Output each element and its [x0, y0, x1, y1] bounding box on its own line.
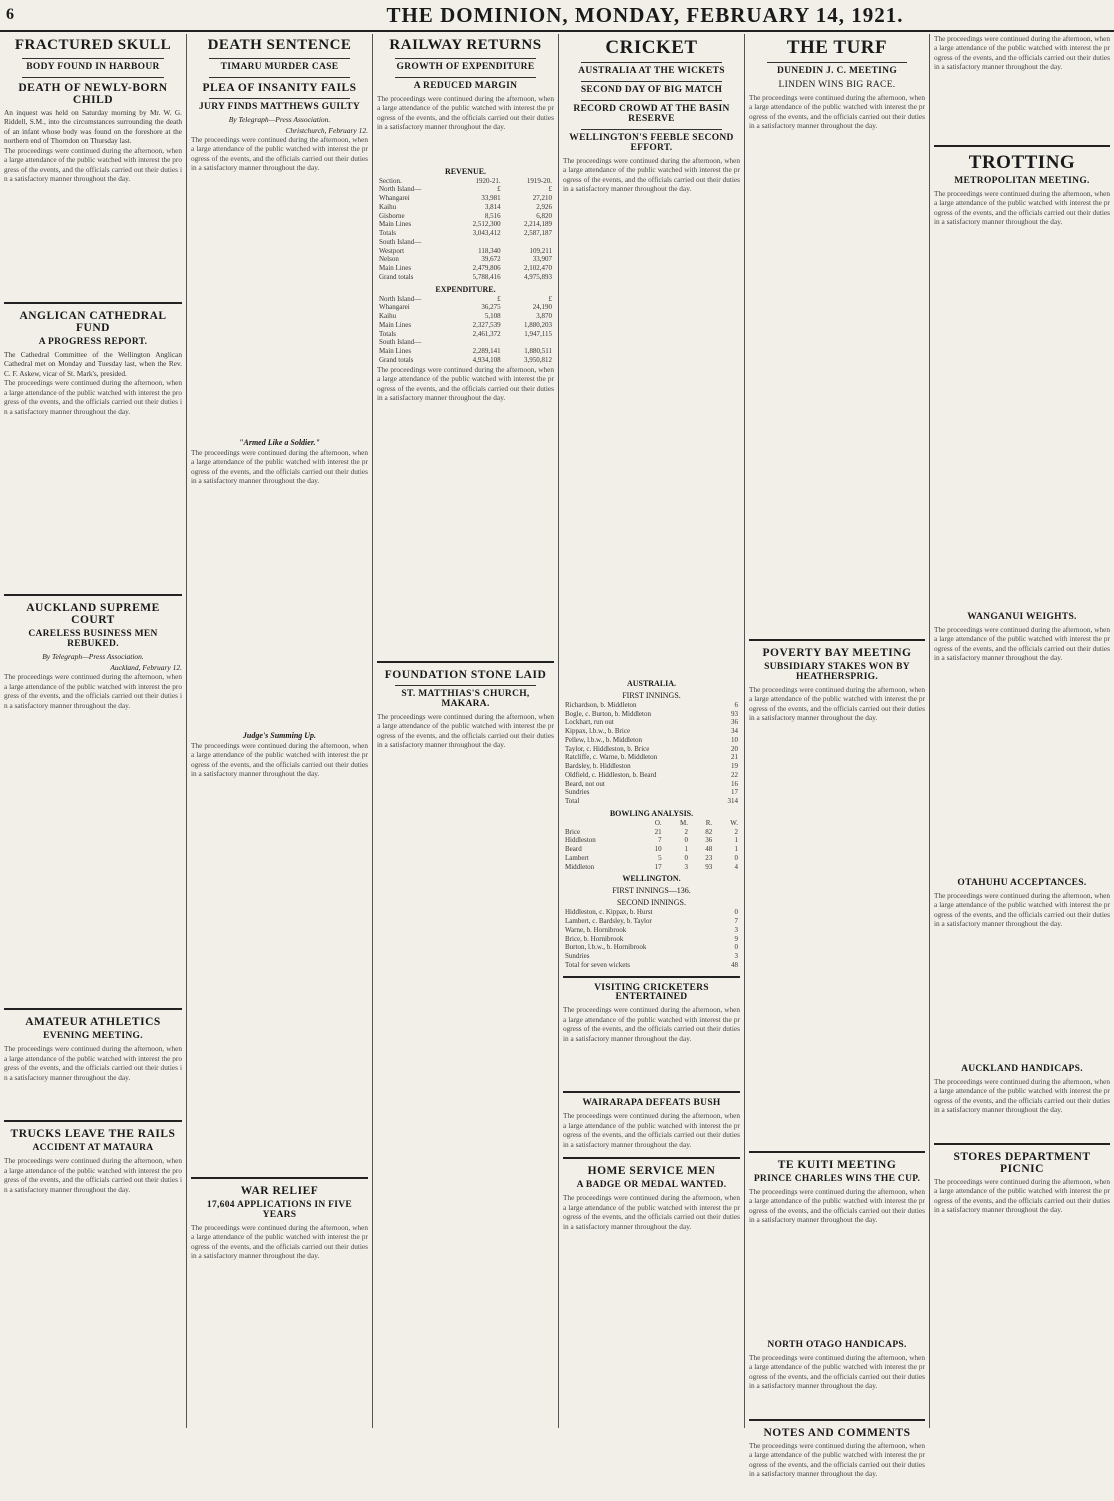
article-subhead: AUSTRALIA AT THE WICKETS — [578, 65, 725, 76]
article-body-continued: The proceedings were continued during the afternoon, when a large attendance of the public watched with interest the progress of the events, and the officials carried out their duties in a satisfactory manner throughout the day. — [563, 1193, 740, 1231]
table-cell: 36 — [705, 836, 713, 845]
article-subhead: RECORD CROWD AT THE BASIN RESERVE — [573, 103, 730, 124]
table-cell: Kaihu — [379, 202, 397, 211]
dateline: Auckland, February 12. — [110, 663, 182, 673]
table-cell: 2,461,372 — [472, 329, 501, 338]
article-headline: WAIRARAPA DEFEATS BUSH — [582, 1098, 721, 1109]
table-cell: Section. — [379, 176, 402, 185]
article-body-continued: The proceedings were continued during the afternoon, when a large attendance of the public watched with interest the progress of the events, and the officials carried out their duties in a satisfactory manner throughout the day. — [191, 134, 368, 173]
table-cell: Total — [565, 797, 580, 805]
table-cell: Brice, b. Hornibrook — [565, 934, 624, 943]
table-cell: 19 — [731, 762, 738, 770]
table-cell: Lockhart, run out — [565, 718, 614, 727]
article-subhead: 17,604 APPLICATIONS IN FIVE YEARS — [206, 1199, 353, 1220]
article-subhead: JURY FINDS MATTHEWS GUILTY — [199, 101, 360, 112]
article-headline: TROTTING — [968, 152, 1076, 173]
article-headline: AMATEUR ATHLETICS — [25, 1016, 161, 1029]
page-number: 6 — [6, 6, 14, 23]
table-cell: 36,275 — [481, 303, 501, 312]
article-body-continued: The proceedings were continued during the afternoon, when a large attendance of the public watched with interest the progress of the events, and the officials carried out their duties in a satisfactory manner throughout the day. — [934, 1176, 1110, 1215]
article-body-continued: The proceedings were continued during the afternoon, when a large attendance of the public watched with interest the progress of the events, and the officials carried out their duties in a satisfactory manner throughout the day. — [934, 890, 1110, 929]
table-cell: O. — [654, 818, 662, 827]
table-row — [563, 736, 740, 745]
table-cell — [451, 338, 502, 347]
table-cell: 118,340 — [478, 246, 501, 255]
article-headline: OTAHUHU ACCEPTANCES. — [957, 877, 1087, 888]
newspaper-title: THE DOMINION, MONDAY, FEBRUARY 14, 1921. — [386, 3, 904, 27]
article-body-continued: The proceedings were continued during the afternoon, when a large attendance of the public watched with interest the progress of the events, and the officials carried out their duties in a satisfactory manner throughout the day. — [191, 447, 368, 486]
table-cell: 1920-21. — [475, 176, 501, 185]
article-subhead: SUBSIDIARY STAKES WON BY HEATHERSPRIG. — [764, 661, 910, 682]
byline: By Telegraph—Press Association. — [228, 114, 331, 124]
table-cell: 2,926 — [536, 202, 552, 211]
table-cell: Main Lines — [379, 264, 412, 273]
article-headline: NOTES AND COMMENTS — [763, 1426, 911, 1439]
table-cell: 3 — [734, 952, 738, 960]
table-cell: 24,190 — [532, 303, 552, 312]
table-cell: Middleton — [565, 862, 595, 871]
table-cell: Bogle, c. Burton, b. Middleton — [565, 709, 651, 718]
table-cell: Lambert — [565, 853, 589, 862]
table-cell: 48 — [731, 960, 738, 969]
table-row — [563, 780, 740, 789]
article-headline: NORTH OTAGO HANDICAPS. — [767, 1339, 907, 1350]
table-cell: 1 — [734, 845, 738, 853]
table-cell: 8,516 — [484, 211, 501, 220]
table-cell: 7 — [658, 836, 662, 845]
article-body-continued: The proceedings were continued during the afternoon, when a large attendance of the public watched with interest the progress of the events, and the officials carried out their duties in a satisfactory manner throughout the day. — [563, 1111, 740, 1149]
article-headline: AUCKLAND SUPREME COURT — [26, 602, 160, 627]
article-body-continued: The proceedings were continued during the afternoon, when a large attendance of the public watched with interest the progress of the events, and the officials carried out their duties in a satisfactory manner throughout the day. — [377, 93, 554, 132]
article-subhead: ACCIDENT AT MATAURA — [32, 1143, 154, 1154]
article-body-continued: The proceedings were continued during the afternoon, when a large attendance of the public watched with interest the progress of the events, and the officials carried out their duties in a satisfactory manner throughout the day. — [934, 34, 1110, 72]
table-cell: £ — [497, 294, 501, 303]
table-cell: 6,820 — [536, 211, 552, 220]
table-cell: 82 — [705, 827, 713, 836]
article-subhead: DEATH OF NEWLY-BORN CHILD — [18, 81, 168, 106]
table-heading: SECOND INNINGS. — [617, 898, 686, 908]
table-heading: REVENUE. — [444, 166, 487, 176]
table-cell: 0 — [734, 943, 738, 952]
table-cell: 23 — [705, 853, 713, 862]
article-body-continued: The proceedings were continued during the afternoon, when a large attendance of the public watched with interest the progress of the events, and the officials carried out their duties in a satisfactory manner throughout the day. — [377, 711, 554, 750]
table-cell: Beard, not out — [565, 779, 605, 788]
table-cell: 2 — [734, 827, 738, 836]
table-row — [377, 212, 554, 221]
article-subhead: A BADGE OR MEDAL WANTED. — [576, 1180, 727, 1191]
table-cell: 9 — [734, 934, 738, 943]
article-body-continued: The proceedings were continued during the afternoon, when a large attendance of the public watched with interest the progress of the events, and the officials carried out their duties in a satisfactory manner throughout the day. — [4, 672, 182, 710]
table-heading: FIRST INNINGS. — [622, 690, 681, 700]
table-cell: Grand totals — [379, 272, 414, 281]
table-row — [563, 863, 740, 872]
table-heading: BOWLING ANALYSIS. — [609, 808, 694, 818]
table-cell: Kippax, l.b.w., b. Brice — [565, 727, 631, 735]
article-body-continued: The proceedings were continued during the afternoon, when a large attendance of the public watched with interest the progress of the events, and the officials carried out their duties in a satisfactory manner throughout the day. — [191, 1222, 368, 1261]
table-cell: North Island— — [379, 185, 422, 194]
table-row — [377, 347, 554, 356]
table-row — [563, 836, 740, 845]
article-body-continued: The proceedings were continued during the afternoon, when a large attendance of the public watched with interest the progress of the events, and the officials carried out their duties in a satisfactory manner throughout the day. — [191, 740, 368, 779]
table-row — [563, 762, 740, 771]
table-row — [377, 229, 554, 238]
table-row — [377, 203, 554, 212]
table-cell: 3,814 — [484, 202, 501, 211]
table-cell: 36 — [731, 718, 738, 727]
article-body-continued: The proceedings were continued during the afternoon, when a large attendance of the public watched with interest the progress of the events, and the officials carried out their duties in a satisfactory manner throughout the day. — [4, 1156, 182, 1194]
article-headline: AUCKLAND HANDICAPS. — [961, 1063, 1083, 1074]
table-cell: 1,880,203 — [524, 320, 552, 329]
table-row — [563, 943, 740, 952]
table-cell: Burton, l.b.w., b. Hornibrook — [565, 943, 647, 952]
table-cell: Warne, b. Hornibrook — [565, 925, 627, 934]
table-cell: Whangarei — [379, 194, 410, 203]
table-cell: 3,043,412 — [472, 229, 501, 238]
table-cell: 33,907 — [532, 255, 552, 264]
article-subhead: TIMARU MURDER CASE — [220, 61, 339, 72]
table-cell: 4 — [734, 862, 738, 871]
article-subhead: LINDEN WINS BIG RACE. — [778, 79, 896, 90]
table-cell: £ — [548, 294, 552, 303]
table-cell: Hiddleston, c. Kippax, b. Hurst — [565, 908, 653, 917]
table-cell: Bardsley, b. Hiddleston — [565, 762, 631, 770]
article-headline: HOME SERVICE MEN — [587, 1165, 716, 1178]
table-row — [377, 264, 554, 273]
article-subhead: SECOND DAY OF BIG MATCH — [580, 84, 723, 95]
table-cell: 0 — [734, 853, 738, 862]
table-cell: 1 — [734, 836, 738, 845]
article-headline: THE TURF — [786, 37, 888, 58]
table-cell: £ — [497, 185, 501, 194]
article-headline: TRUCKS LEAVE THE RAILS — [10, 1128, 176, 1141]
article-headline: WANGANUI WEIGHTS. — [967, 611, 1077, 622]
scorecard-australia — [563, 701, 740, 806]
table-row — [563, 771, 740, 780]
table-cell: Sundries — [565, 788, 590, 797]
table-row — [377, 321, 554, 330]
table-cell: 21 — [731, 753, 738, 762]
table-row — [377, 238, 554, 247]
table-cell: £ — [548, 185, 552, 194]
article-headline: FOUNDATION STONE LAID — [384, 668, 547, 681]
table-cell: Totals — [379, 329, 397, 338]
table-cell: 0 — [684, 853, 688, 862]
table-row — [563, 961, 740, 970]
table-cell: 2,289,141 — [472, 347, 501, 356]
article-body-continued: The proceedings were continued during the afternoon, when a large attendance of the public watched with interest the progress of the events, and the officials carried out their duties in a satisfactory manner throughout the day. — [4, 145, 182, 184]
table-cell: South Island— — [379, 237, 422, 246]
table-cell: Westport — [379, 246, 405, 255]
article-body-continued: The proceedings were continued during the afternoon, when a large attendance of the public watched with interest the progress of the events, and the officials carried out their duties in a satisfactory manner throughout the day. — [4, 1044, 182, 1082]
article-headline: STORES DEPARTMENT PICNIC — [953, 1150, 1091, 1175]
table-cell: 1,880,511 — [524, 347, 552, 356]
table-cell: Main Lines — [379, 220, 412, 229]
table-cell: M. — [680, 818, 688, 827]
table-cell: 6 — [734, 700, 738, 709]
article-body: The Cathedral Committee of the Wellington Anglican Cathedral met on Monday and Tuesday last, when the Rev. C. F. Askew, vicar of St. Mark's, presided. — [4, 349, 182, 378]
masthead — [0, 0, 1114, 32]
table-cell: 10 — [654, 845, 662, 853]
table-cell: Brice — [565, 827, 581, 836]
table-cell: Grand totals — [379, 355, 414, 364]
table-cell: 33,981 — [481, 194, 501, 203]
table-cell: North Island— — [379, 294, 422, 303]
article-subhead: CARELESS BUSINESS MEN REBUKED. — [28, 629, 158, 650]
table-cell: 0 — [684, 836, 688, 845]
article-headline: WAR RELIEF — [240, 1184, 319, 1197]
table-row — [563, 788, 740, 797]
table-row — [377, 194, 554, 203]
table-cell: Gisborne — [379, 211, 405, 220]
table-row — [563, 908, 740, 917]
table-cell: Nelson — [379, 255, 399, 264]
table-cell: Ratcliffe, c. Warne, b. Middleton — [565, 753, 658, 762]
table-cell: 1919-20. — [526, 176, 552, 185]
table-cell: 48 — [705, 845, 713, 853]
table-cell — [451, 238, 502, 247]
article-headline: ANGLICAN CATHEDRAL FUND — [19, 309, 167, 334]
table-cell: 1 — [684, 845, 688, 853]
table-row — [377, 312, 554, 321]
table-cell: 2,479,806 — [472, 264, 501, 273]
article-subhead: A PROGRESS REPORT. — [38, 336, 148, 347]
table-cell: 109,211 — [529, 246, 552, 255]
table-cell: 4,934,108 — [472, 355, 501, 364]
table-cell: Pellew, l.b.w., b. Middleton — [565, 735, 643, 744]
table-cell: 2,102,470 — [524, 264, 552, 273]
table-cell: Sundries — [565, 952, 590, 960]
table-cell: Oldfield, c. Hiddleston, b. Beard — [565, 770, 657, 779]
table-cell: 16 — [731, 779, 738, 788]
article-headline: FRACTURED SKULL — [14, 37, 172, 53]
article-body-continued: The proceedings were continued during the afternoon, when a large attendance of the public watched with interest the progress of the events, and the officials carried out their duties in a satisfactory manner throughout the day. — [934, 1076, 1110, 1115]
table-row — [563, 745, 740, 754]
table-row — [377, 356, 554, 365]
table-row — [377, 177, 554, 186]
table-cell: 21 — [654, 827, 662, 836]
article-subhead: WELLINGTON'S FEEBLE SECOND EFFORT. — [569, 132, 734, 153]
column-4 — [558, 34, 744, 1428]
column-1 — [0, 34, 186, 1428]
table-row — [563, 952, 740, 961]
table-cell: 20 — [731, 744, 738, 753]
table-cell: 93 — [705, 862, 713, 871]
article-body-continued: The proceedings were continued during the afternoon, when a large attendance of the public watched with interest the progress of the events, and the officials carried out their duties in a satisfactory manner throughout the day. — [563, 155, 740, 194]
table-row — [563, 819, 740, 828]
table-cell: 3,950,812 — [524, 355, 552, 364]
byline: By Telegraph—Press Association. — [42, 652, 144, 662]
table-row — [563, 701, 740, 710]
table-row — [563, 718, 740, 727]
table-heading: EXPENDITURE. — [435, 284, 496, 294]
table-row — [377, 303, 554, 312]
table-cell: 314 — [727, 797, 738, 805]
article-subhead: METROPOLITAN MEETING. — [954, 175, 1090, 186]
article-body-continued: The proceedings were continued during the afternoon, when a large attendance of the public watched with interest the progress of the events, and the officials carried out their duties in a satisfactory manner throughout the day. — [749, 1186, 925, 1225]
table-row — [377, 255, 554, 264]
section-subhead: Judge's Summing Up. — [242, 730, 317, 740]
table-cell: Total for seven wickets — [565, 960, 631, 969]
table-cell: Beard — [565, 845, 582, 853]
article-subhead: A REDUCED MARGIN — [413, 80, 518, 91]
column-2 — [186, 34, 372, 1428]
article-body-continued: The proceedings were continued during the afternoon, when a large attendance of the public watched with interest the progress of the events, and the officials carried out their duties in a satisfactory manner throughout the day. — [749, 92, 925, 131]
column-3 — [372, 34, 558, 1428]
table-cell: 2,214,189 — [524, 220, 552, 229]
table-cell: 27,210 — [532, 194, 552, 203]
table-cell: 10 — [731, 735, 738, 744]
expenditure-table — [377, 295, 554, 365]
table-cell: South Island— — [379, 338, 422, 347]
table-cell: 5 — [658, 853, 662, 862]
table-row — [563, 753, 740, 762]
article-subhead: DUNEDIN J. C. MEETING — [776, 65, 898, 76]
dateline: Christchurch, February 12. — [285, 125, 368, 135]
table-cell: 1,947,115 — [524, 329, 552, 338]
bowling-analysis — [563, 819, 740, 872]
scorecard-wellington — [563, 908, 740, 969]
table-row — [377, 338, 554, 347]
table-row — [377, 185, 554, 194]
table-cell: W. — [730, 818, 738, 827]
table-row — [377, 330, 554, 339]
article-headline: VISITING CRICKETERS ENTERTAINED — [594, 982, 709, 1003]
table-cell: 3,870 — [536, 312, 552, 321]
article-subhead: GROWTH OF EXPENDITURE — [396, 61, 535, 72]
article-headline: CRICKET — [605, 37, 698, 58]
table-row — [563, 935, 740, 944]
table-cell: 2,512,300 — [472, 220, 501, 229]
table-cell: Whangarei — [379, 303, 410, 312]
article-body-continued: The proceedings were continued during the afternoon, when a large attendance of the public watched with interest the progress of the events, and the officials carried out their duties in a satisfactory manner throughout the day. — [4, 378, 182, 416]
article-body-continued: The proceedings were continued during the afternoon, when a large attendance of the public watched with interest the progress of the events, and the officials carried out their duties in a satisfactory manner throughout the day. — [934, 624, 1110, 663]
table-row — [563, 854, 740, 863]
table-cell: 2,327,539 — [472, 320, 501, 329]
article-body-continued: The proceedings were continued during the afternoon, when a large attendance of the public watched with interest the progress of the events, and the officials carried out their duties in a satisfactory manner throughout the day. — [563, 1005, 740, 1043]
table-cell: 93 — [731, 709, 738, 718]
article-subhead: BODY FOUND IN HARBOUR — [26, 61, 160, 72]
revenue-table — [377, 177, 554, 282]
table-cell: Taylor, c. Hiddleston, b. Brice — [565, 744, 650, 753]
table-cell — [503, 238, 554, 247]
table-cell: 3 — [734, 925, 738, 934]
article-headline: POVERTY BAY MEETING — [762, 646, 912, 659]
table-heading: WELLINGTON. — [622, 874, 681, 884]
article-headline: TE KUITI MEETING — [777, 1158, 897, 1171]
table-cell: Hiddleston — [565, 836, 596, 845]
table-row — [563, 917, 740, 926]
table-row — [377, 273, 554, 282]
column-6 — [929, 34, 1114, 1428]
table-cell — [563, 819, 639, 828]
table-cell: Kaihu — [379, 312, 397, 321]
table-cell: Richardson, b. Middleton — [565, 700, 637, 709]
table-cell — [503, 338, 554, 347]
table-cell: 39,672 — [481, 255, 501, 264]
table-row — [377, 295, 554, 304]
article-subhead: PRINCE CHARLES WINS THE CUP. — [753, 1173, 921, 1184]
table-cell: Main Lines — [379, 320, 412, 329]
article-subhead: PLEA OF INSANITY FAILS — [202, 81, 357, 94]
table-row — [377, 220, 554, 229]
table-row — [563, 845, 740, 854]
article-headline: RAILWAY RETURNS — [389, 37, 542, 53]
table-cell: 4,975,893 — [524, 272, 552, 281]
table-cell: Lambert, c. Bardsley, b. Taylor — [565, 917, 652, 925]
table-cell: 5,788,416 — [472, 272, 501, 281]
column-5 — [744, 34, 929, 1479]
table-cell: 22 — [731, 770, 738, 779]
table-cell: 17 — [731, 788, 738, 797]
table-row — [563, 828, 740, 837]
table-row — [563, 710, 740, 719]
table-heading: FIRST INNINGS—136. — [612, 886, 691, 896]
article-body-continued: The proceedings were continued during the afternoon, when a large attendance of the public watched with interest the progress of the events, and the officials carried out their duties in a satisfactory manner throughout the day. — [749, 1440, 925, 1479]
article-body-continued: The proceedings were continued during the afternoon, when a large attendance of the public watched with interest the progress of the events, and the officials carried out their duties in a satisfactory manner throughout the day. — [934, 188, 1110, 227]
table-row — [563, 797, 740, 806]
article-body-continued: The proceedings were continued during the afternoon, when a large attendance of the public watched with interest the progress of the events, and the officials carried out their duties in a satisfactory manner throughout the day. — [377, 364, 554, 403]
section-subhead: "Armed Like a Soldier." — [239, 437, 320, 447]
article-headline: DEATH SENTENCE — [207, 37, 352, 53]
article-body: An inquest was held on Saturday morning by Mr. W. G. Riddell, S.M., into the circumstances surrounding the death of an infant whose body was found on the foreshore at the northern end of Thorndon on Thursday last. — [4, 107, 182, 146]
article-subhead: EVENING MEETING. — [43, 1031, 143, 1042]
table-cell: 7 — [734, 917, 738, 925]
article-body-continued: The proceedings were continued during the afternoon, when a large attendance of the public watched with interest the progress of the events, and the officials carried out their duties in a satisfactory manner throughout the day. — [749, 684, 925, 723]
table-cell: 5,108 — [484, 312, 501, 321]
table-cell: R. — [705, 818, 713, 827]
article-subhead: ST. MATTHIAS'S CHURCH, MAKARA. — [401, 688, 530, 709]
table-row — [563, 926, 740, 935]
article-body-continued: The proceedings were continued during the afternoon, when a large attendance of the public watched with interest the progress of the events, and the officials carried out their duties in a satisfactory manner throughout the day. — [749, 1352, 925, 1391]
table-row — [563, 727, 740, 736]
table-cell: 17 — [654, 862, 662, 871]
table-cell: 3 — [684, 862, 688, 871]
table-heading: AUSTRALIA. — [626, 678, 677, 688]
table-cell: 2 — [684, 827, 688, 836]
table-cell: Totals — [379, 229, 397, 238]
table-cell: 34 — [731, 727, 738, 735]
table-cell: 0 — [734, 908, 738, 917]
table-row — [377, 247, 554, 256]
table-cell: 2,587,187 — [524, 229, 552, 238]
table-cell: Main Lines — [379, 347, 412, 356]
